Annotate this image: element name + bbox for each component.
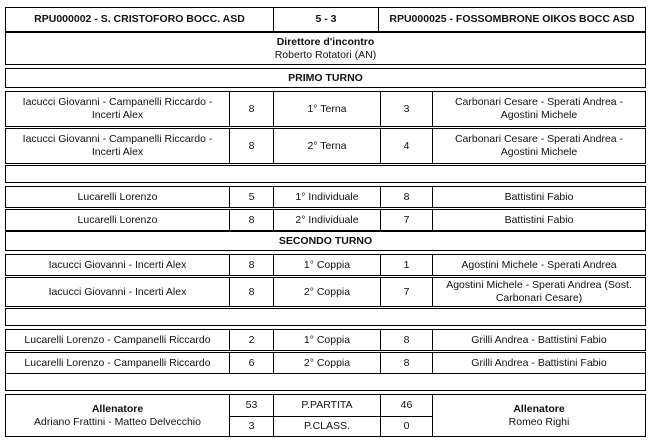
match-row xyxy=(5,91,646,127)
home-players xyxy=(6,129,230,163)
home-players xyxy=(6,353,230,373)
away-players xyxy=(433,278,645,306)
home-team: RPU000002 - S. CRISTOFORO BOCC. ASD xyxy=(6,8,274,31)
home-score: 8 xyxy=(230,278,274,306)
away-coach-names: Romeo Righi xyxy=(508,415,570,428)
game-type: 1° Terna xyxy=(274,92,381,126)
home-players-line: Lucarelli Lorenzo xyxy=(77,213,158,226)
home-players xyxy=(6,330,230,350)
home-players-line: Incerti Alex xyxy=(91,146,144,158)
home-coach-names: Adriano Frattini - Matteo Delvecchio xyxy=(34,415,201,428)
home-score: 8 xyxy=(230,129,274,163)
match-row xyxy=(5,186,646,208)
home-players-line: Incerti Alex xyxy=(91,109,144,121)
away-players-line: Carbonari Cesare - Sperati Andrea - xyxy=(454,133,624,145)
away-score: 8 xyxy=(381,330,433,350)
away-coach-label: Allenatore xyxy=(513,402,565,415)
points-label-cell xyxy=(274,395,381,436)
away-players xyxy=(433,353,645,373)
away-players-line: Carbonari Cesare) xyxy=(495,292,583,304)
home-players-line: Lucarelli Lorenzo xyxy=(77,190,158,203)
home-score: 2 xyxy=(230,330,274,350)
away-players-line: Agostini Michele xyxy=(500,146,578,158)
game-type: 1° Coppia xyxy=(274,255,381,275)
class-home: 3 xyxy=(248,419,255,432)
home-score: 5 xyxy=(230,187,274,207)
home-score: 8 xyxy=(230,255,274,275)
home-players-line: Iacucci Giovanni - Campanelli Riccardo - xyxy=(22,133,213,145)
partita-home: 53 xyxy=(230,395,273,417)
home-players xyxy=(6,210,230,230)
home-coach-label: Allenatore xyxy=(91,402,144,415)
match-row xyxy=(5,209,646,231)
home-players xyxy=(6,92,230,126)
partita-away: 46 xyxy=(381,395,432,417)
partita-label: P.PARTITA xyxy=(274,395,380,417)
game-type: 2° Coppia xyxy=(274,353,381,373)
game-type: 1° Coppia xyxy=(274,330,381,350)
director-label: Direttore d'incontro xyxy=(276,35,375,48)
away-players-line: Grilli Andrea - Battistini Fabio xyxy=(471,333,607,346)
header-row xyxy=(5,7,646,32)
away-players-line: Agostini Michele - Sperati Andrea (Sost. xyxy=(446,279,632,291)
home-players xyxy=(6,255,230,275)
match-row xyxy=(5,277,646,307)
away-players-line: Carbonari Cesare - Sperati Andrea - xyxy=(454,96,624,108)
game-type: 2° Individuale xyxy=(274,210,381,230)
away-players xyxy=(433,330,645,350)
away-players-line: Battistini Fabio xyxy=(504,213,574,226)
match-row xyxy=(5,329,646,351)
match-row xyxy=(5,352,646,374)
match-row xyxy=(5,128,646,164)
home-points-cell xyxy=(230,395,274,436)
match-report xyxy=(5,7,646,437)
home-players xyxy=(6,187,230,207)
spacer-row xyxy=(5,165,646,183)
away-score: 4 xyxy=(381,129,433,163)
away-players xyxy=(433,210,645,230)
class-away: 0 xyxy=(403,419,410,432)
away-players xyxy=(433,187,645,207)
spacer-row xyxy=(5,308,646,326)
away-score: 8 xyxy=(381,187,433,207)
away-score: 8 xyxy=(381,353,433,373)
home-score: 8 xyxy=(230,92,274,126)
match-row xyxy=(5,254,646,276)
game-type: 2° Terna xyxy=(274,129,381,163)
away-players-line: Grilli Andrea - Battistini Fabio xyxy=(471,356,607,369)
footer-row xyxy=(5,394,646,437)
section-primo-turno xyxy=(5,68,646,88)
director-name: Roberto Rotatori (AN) xyxy=(274,48,377,61)
away-score: 7 xyxy=(381,210,433,230)
final-score: 5 - 3 xyxy=(274,8,379,31)
home-players-line: Iacucci Giovanni - Incerti Alex xyxy=(48,258,187,271)
home-coach-cell xyxy=(6,395,230,436)
section-title: PRIMO TURNO xyxy=(288,72,363,84)
game-type: 1° Individuale xyxy=(274,187,381,207)
game-type: 2° Coppia xyxy=(274,278,381,306)
home-players-line: Lucarelli Lorenzo - Campanelli Riccardo xyxy=(24,356,211,369)
away-players-line: Battistini Fabio xyxy=(504,190,574,203)
away-score: 3 xyxy=(381,92,433,126)
away-players xyxy=(433,92,645,126)
away-players xyxy=(433,255,645,275)
home-players xyxy=(6,278,230,306)
home-score: 6 xyxy=(230,353,274,373)
home-players-line: Iacucci Giovanni - Incerti Alex xyxy=(48,285,187,298)
away-players-line: Agostini Michele xyxy=(500,109,578,121)
away-score: 7 xyxy=(381,278,433,306)
home-players-line: Lucarelli Lorenzo - Campanelli Riccardo xyxy=(24,333,211,346)
class-label: P.CLASS. xyxy=(304,419,350,432)
away-coach-cell xyxy=(433,395,645,436)
spacer-row xyxy=(5,373,646,391)
home-score: 8 xyxy=(230,210,274,230)
away-team: RPU000025 - FOSSOMBRONE OIKOS BOCC ASD xyxy=(389,13,635,25)
section-secondo-turno xyxy=(5,231,646,251)
away-score: 1 xyxy=(381,255,433,275)
director-row xyxy=(5,32,646,65)
away-points-cell xyxy=(381,395,433,436)
section-title: SECONDO TURNO xyxy=(278,235,373,247)
away-players-line: Agostini Michele - Sperati Andrea xyxy=(461,258,617,271)
away-players xyxy=(433,129,645,163)
home-players-line: Iacucci Giovanni - Campanelli Riccardo - xyxy=(22,96,213,108)
